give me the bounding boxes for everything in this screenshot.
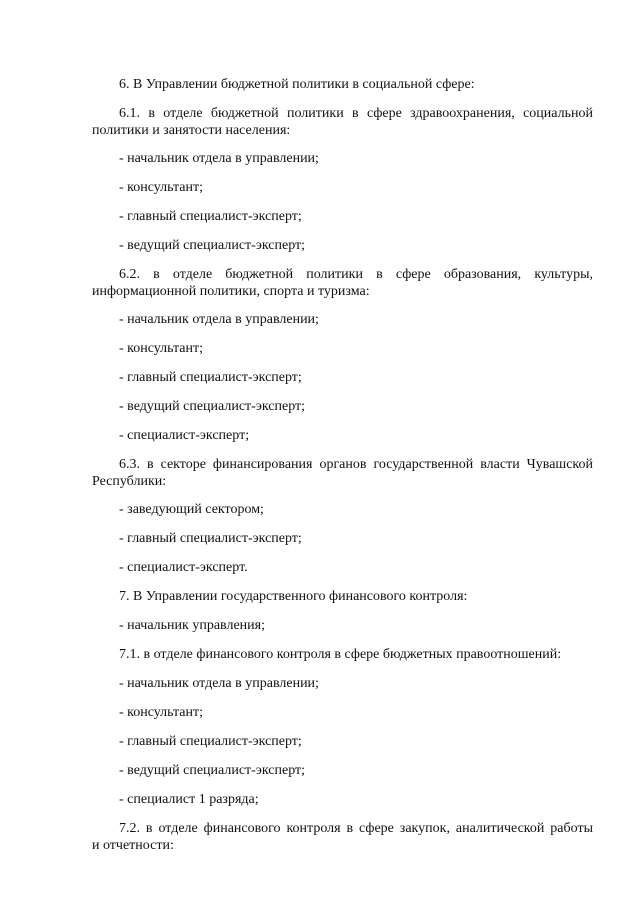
subsection-6-3-line-2: Республики: — [92, 474, 167, 489]
list-item: - начальник управления; — [119, 618, 265, 633]
section-6-heading: 6. В Управлении бюджетной политики в социальной сфере: — [119, 77, 475, 92]
subsection-6-2-line-2: информационной политики, спорта и туризма: — [92, 284, 370, 299]
list-item: - главный специалист-эксперт; — [119, 370, 302, 385]
list-item: - начальник отдела в управлении; — [119, 312, 319, 327]
subsection-6-1-line-2: политики и занятости населения: — [92, 123, 291, 138]
subsection-6-1-line-1: 6.1. в отделе бюджетной политики в сфере здравоохранения, социальной — [119, 106, 593, 121]
list-item: - специалист 1 разряда; — [119, 792, 259, 807]
list-item: - ведущий специалист-эксперт; — [119, 763, 306, 778]
list-item: - консультант; — [119, 180, 203, 195]
subsection-6-3-line-1: 6.3. в секторе финансирования органов государственной власти Чувашской — [119, 457, 593, 472]
subsection-6-2-line-1: 6.2. в отделе бюджетной политики в сфере образования, культуры, — [119, 267, 593, 282]
list-item: - специалист-эксперт; — [119, 428, 250, 443]
list-item: - начальник отдела в управлении; — [119, 676, 319, 691]
list-item: - начальник отдела в управлении; — [119, 151, 319, 166]
section-7-heading: 7. В Управлении государственного финансового контроля: — [119, 589, 468, 604]
list-item: - ведущий специалист-эксперт; — [119, 238, 306, 253]
list-item: - консультант; — [119, 705, 203, 720]
list-item: - консультант; — [119, 341, 203, 356]
subsection-7-2-line-1: 7.2. в отделе финансового контроля в сфере закупок, аналитической работы — [119, 821, 593, 836]
list-item: - заведующий сектором; — [119, 502, 264, 517]
list-item: - специалист-эксперт. — [119, 560, 248, 575]
list-item: - ведущий специалист-эксперт; — [119, 399, 306, 414]
subsection-7-1-line-1: 7.1. в отделе финансового контроля в сфере бюджетных правоотношений: — [119, 647, 562, 662]
list-item: - главный специалист-эксперт; — [119, 209, 302, 224]
list-item: - главный специалист-эксперт; — [119, 531, 302, 546]
subsection-7-2-line-2: и отчетности: — [92, 838, 174, 853]
list-item: - главный специалист-эксперт; — [119, 734, 302, 749]
